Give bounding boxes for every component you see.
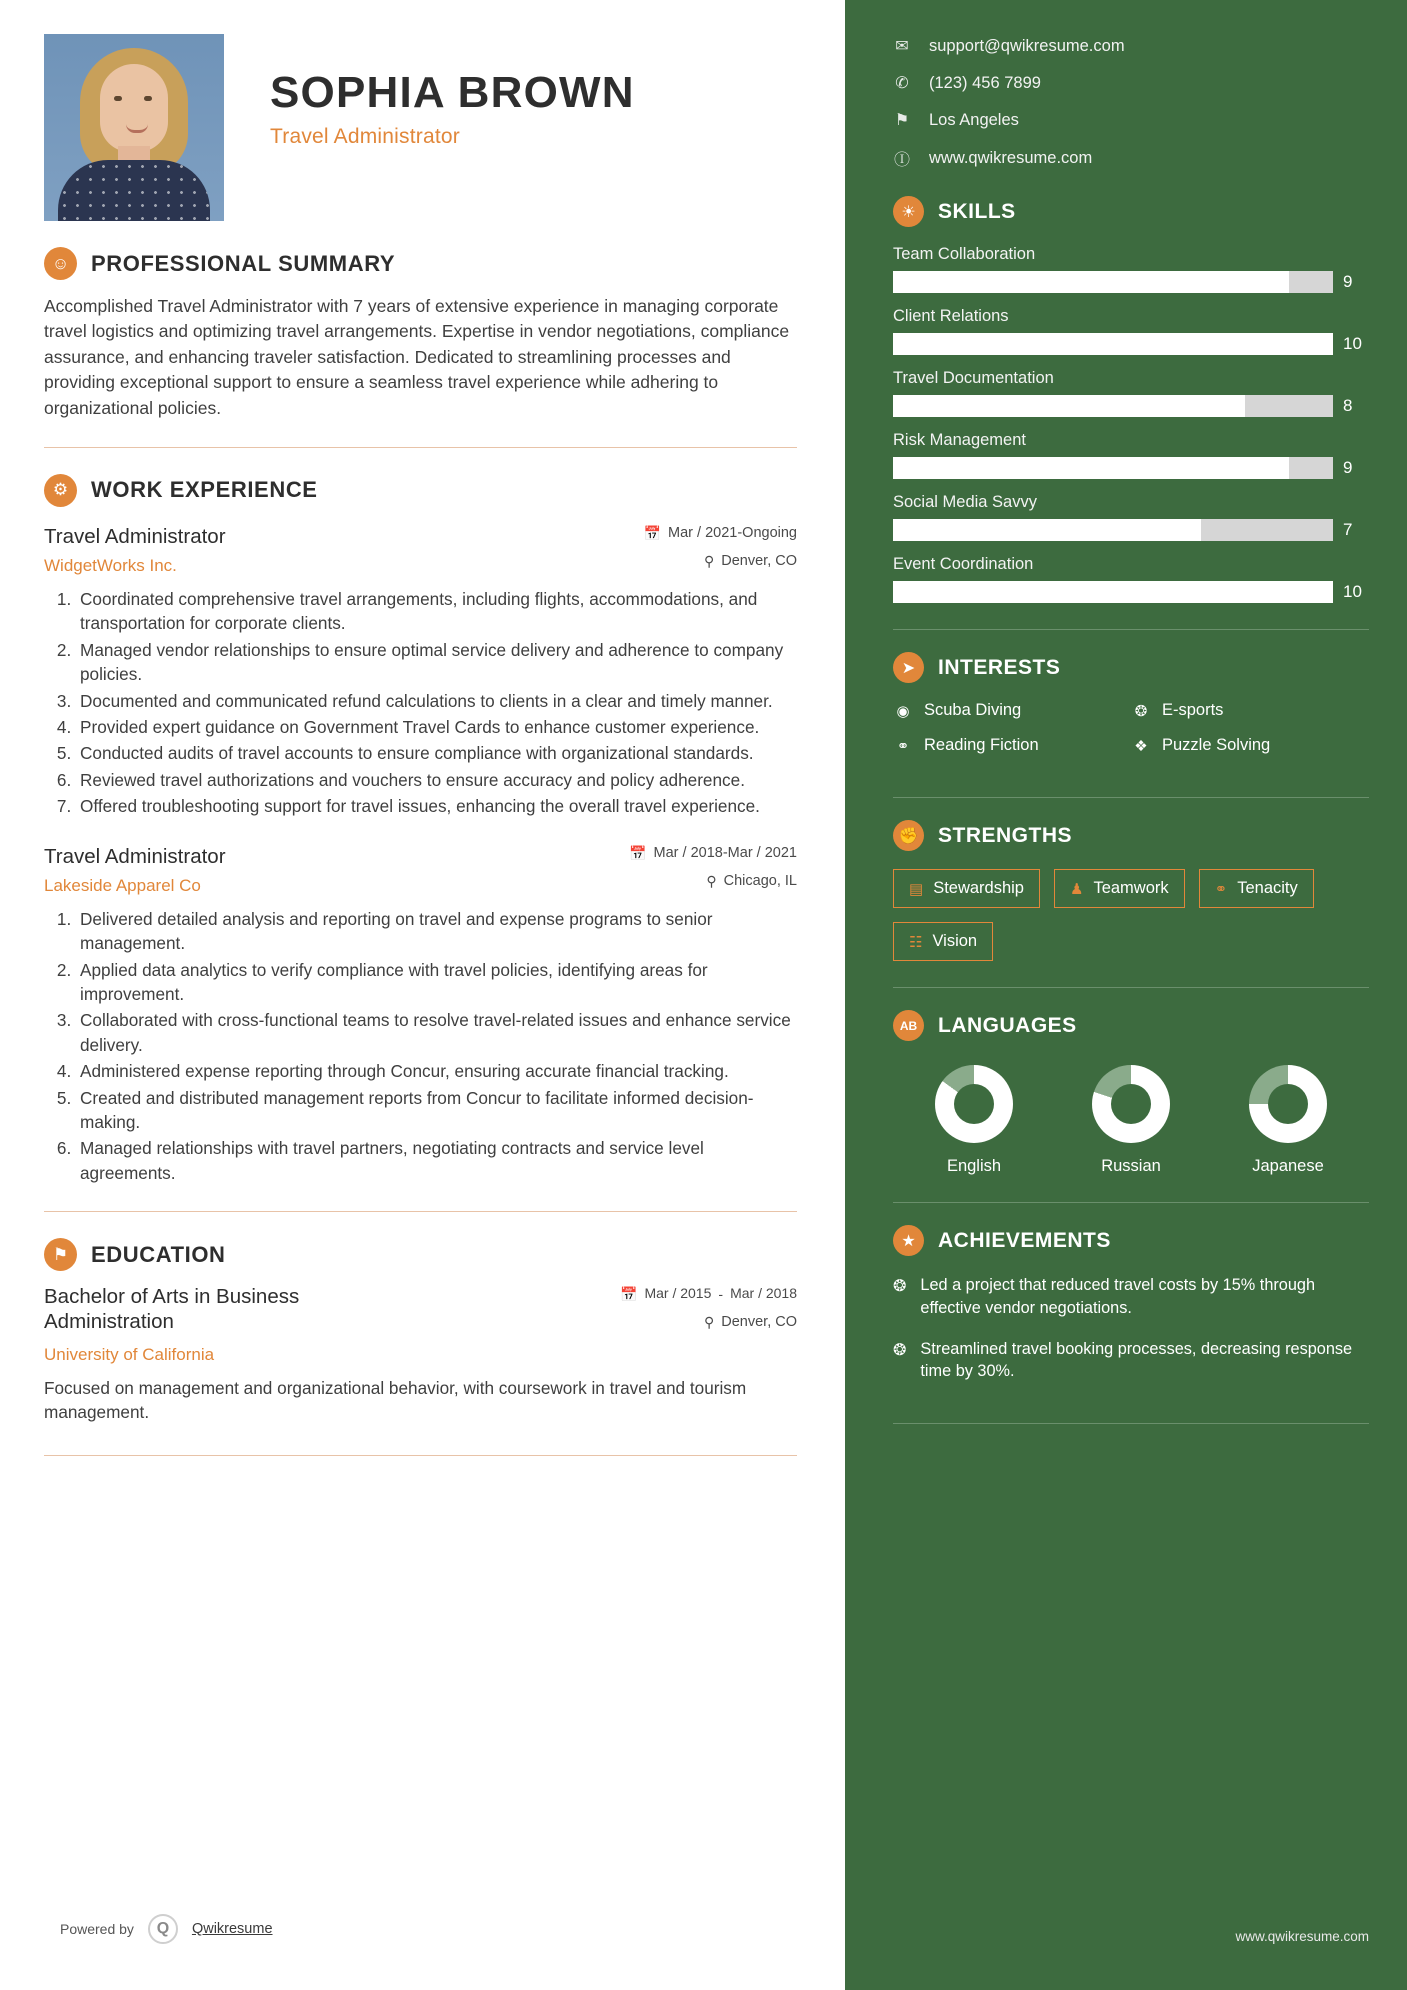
job-title: Travel Administrator [44, 844, 226, 868]
divider [44, 1211, 797, 1212]
strength-label: Teamwork [1093, 879, 1169, 897]
education-location: Denver, CO [721, 1314, 797, 1331]
people-icon: ♟ [1070, 880, 1084, 898]
section-header [893, 196, 1369, 227]
achievement-text: Led a project that reduced travel costs by 15% through effective vendor negotiations. [920, 1276, 1316, 1317]
contact-value: support@qwikresume.com [929, 36, 1125, 55]
section-title: ACHIEVEMENTS [938, 1228, 1111, 1252]
contact-list [893, 36, 1369, 170]
skill-item [893, 431, 1369, 479]
list-item: 5. Created and distributed management reports from Concur to facilitate informed decision-making. [76, 1086, 797, 1135]
location-pin-icon: ⚲ [706, 872, 717, 889]
calendar-icon: 📅 [629, 844, 647, 861]
skill-label: Risk Management [893, 431, 1026, 449]
school-name: University of California [44, 1344, 215, 1364]
list-item: 2. Applied data analytics to verify compliance with travel policies, identifying areas for improvement. [76, 958, 797, 1007]
divider [44, 1455, 797, 1456]
strengths-section [893, 820, 1369, 961]
achievement-text: Streamlined travel booking processes, decreasing response time by 30%. [920, 1339, 1353, 1381]
paper-plane-icon: ➤ [893, 652, 924, 683]
list-item: 4. Provided expert guidance on Government Travel Cards to enhance customer experience. [76, 715, 797, 739]
job-dates: Mar / 2018-Mar / 2021 [653, 845, 797, 862]
section-title: LANGUAGES [938, 1013, 1077, 1037]
list-item: 1. Delivered detailed analysis and reporting on travel and expense programs to senior management. [76, 907, 797, 956]
job-title: Travel Administrator [44, 524, 226, 548]
professional-summary-section [44, 247, 797, 421]
qwikresume-link[interactable]: Qwikresume [191, 1921, 273, 1937]
header [44, 34, 797, 221]
skill-bar [893, 457, 1333, 479]
user-icon: ☺ [44, 247, 77, 280]
languages-section [893, 1010, 1369, 1176]
contact-email[interactable] [893, 36, 1369, 56]
section-title: STRENGTHS [938, 823, 1073, 847]
summary-text: Accomplished Travel Administrator with 7 years of extensive experience in managing corporate travel logistics and optimizing travel arrangements. Expertise in vendor negotiations, compliance assurance, and enhancing traveler satisfaction. Dedicated to streamlining processes and providing exceptional support to ensure a seamless travel experience while adhering to organizational policies. [44, 296, 790, 418]
skill-item [893, 245, 1369, 293]
right-column [845, 0, 1407, 1990]
calendar-icon: 📅 [643, 524, 662, 541]
skill-label: Social Media Savvy [893, 493, 1037, 511]
job-company: WidgetWorks Inc. [44, 555, 177, 575]
education-description: Focused on management and organizational behavior, with coursework in travel and tourism management. [44, 1377, 747, 1423]
section-title: PROFESSIONAL SUMMARY [91, 250, 396, 276]
contact-value: www.qwikresume.com [929, 149, 1093, 167]
interest-label: Scuba Diving [924, 701, 1022, 719]
divider [893, 629, 1369, 630]
candidate-role: Travel Administrator [270, 125, 460, 149]
location-pin-icon: ⚲ [703, 552, 715, 569]
date-separator: - [718, 1286, 724, 1303]
skill-value: 9 [1343, 272, 1353, 291]
skill-bar [893, 271, 1333, 293]
job-company: Lakeside Apparel Co [44, 875, 201, 895]
job-entry [44, 525, 797, 819]
section-title: INTERESTS [938, 655, 1061, 679]
ribbon-icon: ❂ [893, 1341, 907, 1359]
section-title: EDUCATION [91, 1241, 226, 1267]
job-dates: Mar / 2021-Ongoing [668, 525, 797, 542]
skill-label: Event Coordination [893, 555, 1034, 573]
skill-value: 7 [1343, 520, 1353, 539]
skill-label: Client Relations [893, 307, 1009, 325]
section-header [44, 474, 797, 507]
footer-website: www.qwikresume.com [1235, 1929, 1369, 1944]
star-icon: ★ [893, 1225, 924, 1256]
lightbulb-icon: ☀ [893, 196, 924, 227]
language-label: Russian [1101, 1157, 1161, 1175]
divider [893, 1202, 1369, 1203]
envelope-icon: ✉ [895, 38, 909, 55]
ribbon-icon: ❂ [893, 1278, 907, 1295]
location-pin-icon: ⚑ [894, 112, 910, 129]
interest-item [1131, 701, 1369, 720]
degree-title: Bachelor of Arts in Business Administration [44, 1285, 300, 1333]
education-section [44, 1238, 797, 1425]
interest-label: Reading Fiction [924, 736, 1039, 754]
list-item: 2. Managed vendor relationships to ensure optimal service delivery and adherence to company policies. [76, 638, 797, 687]
language-donut [935, 1065, 1013, 1143]
skill-label: Travel Documentation [893, 369, 1054, 387]
language-item [1056, 1065, 1206, 1176]
section-header [893, 1010, 1369, 1041]
strength-item [893, 869, 1040, 908]
skill-item [893, 493, 1369, 541]
interest-label: E-sports [1162, 701, 1224, 719]
strength-item [1199, 869, 1314, 908]
interest-item [893, 736, 1131, 755]
calendar-icon: 📅 [620, 1285, 638, 1302]
section-header [893, 1225, 1369, 1256]
achievement-item [893, 1338, 1369, 1384]
interests-section [893, 652, 1369, 771]
list-item: 7. Offered troubleshooting support for travel issues, enhancing the overall travel experience. [76, 794, 797, 818]
fist-icon: ✊ [893, 820, 924, 851]
strength-label: Stewardship [933, 879, 1024, 897]
language-label: Japanese [1252, 1157, 1324, 1175]
skill-bar [893, 333, 1333, 355]
language-item [899, 1065, 1049, 1176]
job-bullets [44, 587, 797, 819]
interest-item [1131, 736, 1369, 755]
skill-bar [893, 395, 1333, 417]
list-item: 5. Conducted audits of travel accounts to ensure compliance with organizational standards. [76, 741, 797, 765]
list-item: 4. Administered expense reporting through Concur, ensuring accurate financial tracking. [76, 1059, 797, 1083]
footer [44, 1914, 797, 1944]
education-end-date: Mar / 2018 [730, 1285, 797, 1302]
contact-value: (123) 456 7899 [929, 73, 1041, 92]
language-item [1213, 1065, 1363, 1176]
language-label: English [946, 1157, 1002, 1175]
strength-item [893, 922, 993, 961]
abc-badge-icon: AB [893, 1010, 924, 1041]
divider [893, 797, 1369, 798]
achievement-item [893, 1274, 1369, 1320]
job-bullets [44, 907, 797, 1186]
skill-value: 10 [1343, 334, 1362, 353]
work-experience-section [44, 474, 797, 1185]
location-pin-icon: ⚲ [703, 1313, 715, 1330]
diving-mask-icon: ◉ [896, 702, 910, 720]
skill-value: 8 [1343, 396, 1353, 415]
divider [893, 1423, 1369, 1424]
language-donut [1092, 1065, 1170, 1143]
strength-label: Vision [932, 932, 978, 950]
list-item: 3. Collaborated with cross-functional teams to resolve travel-related issues and enhance service delivery. [76, 1008, 797, 1057]
contact-phone[interactable] [893, 73, 1369, 93]
section-header [44, 1238, 797, 1271]
globe-icon: Ⓘ [893, 152, 910, 169]
candidate-name: SOPHIA BROWN [270, 68, 635, 117]
suitcase-icon: ▤ [909, 880, 924, 898]
skills-section [893, 196, 1369, 603]
skill-item [893, 555, 1369, 603]
section-header [893, 652, 1369, 683]
interest-label: Puzzle Solving [1162, 736, 1271, 754]
contact-website[interactable] [893, 147, 1369, 170]
glasses-icon: ⚭ [896, 737, 910, 755]
binoculars-icon: ☷ [909, 933, 923, 951]
interest-item [893, 701, 1131, 720]
education-start-date: Mar / 2015 [644, 1285, 712, 1302]
section-header [44, 247, 797, 280]
section-header [893, 820, 1369, 851]
link-icon: ⚭ [1214, 880, 1228, 898]
name-block [224, 34, 635, 149]
list-item: 6. Managed relationships with travel partners, negotiating contracts and service level agreements. [76, 1136, 797, 1185]
divider [893, 987, 1369, 988]
powered-by-label: Powered by [60, 1921, 134, 1937]
section-title: WORK EXPERIENCE [91, 477, 318, 503]
strength-item [1054, 869, 1185, 908]
graduation-cap-icon: ⚑ [44, 1238, 77, 1271]
skill-bar [893, 581, 1333, 603]
divider [44, 447, 797, 448]
puzzle-icon: ❖ [1134, 737, 1148, 755]
contact-value: Los Angeles [929, 110, 1019, 129]
list-item: 1. Coordinated comprehensive travel arrangements, including flights, accommodations, and transportation for corporate clients. [76, 587, 797, 636]
job-location: Denver, CO [721, 553, 797, 570]
list-item: 6. Reviewed travel authorizations and vouchers to ensure accuracy and policy adherence. [76, 768, 797, 792]
qwikresume-logo-icon: Q [148, 1914, 178, 1944]
skill-value: 10 [1343, 582, 1362, 601]
skill-label: Team Collaboration [893, 245, 1036, 263]
list-item: 3. Documented and communicated refund calculations to clients in a clear and timely manner. [76, 689, 797, 713]
profile-photo [44, 34, 224, 221]
skill-item [893, 307, 1369, 355]
language-donut [1249, 1065, 1327, 1143]
strength-label: Tenacity [1237, 879, 1298, 897]
job-location: Chicago, IL [723, 873, 797, 890]
job-entry [44, 845, 797, 1186]
section-title: SKILLS [938, 199, 1016, 223]
briefcase-icon: ⚙ [44, 474, 77, 507]
skill-value: 9 [1343, 458, 1353, 477]
skill-bar [893, 519, 1333, 541]
achievements-section [893, 1225, 1369, 1383]
contact-location [893, 110, 1369, 130]
skill-item [893, 369, 1369, 417]
phone-icon: ✆ [895, 75, 909, 92]
gamepad-icon: ❂ [1134, 702, 1148, 720]
